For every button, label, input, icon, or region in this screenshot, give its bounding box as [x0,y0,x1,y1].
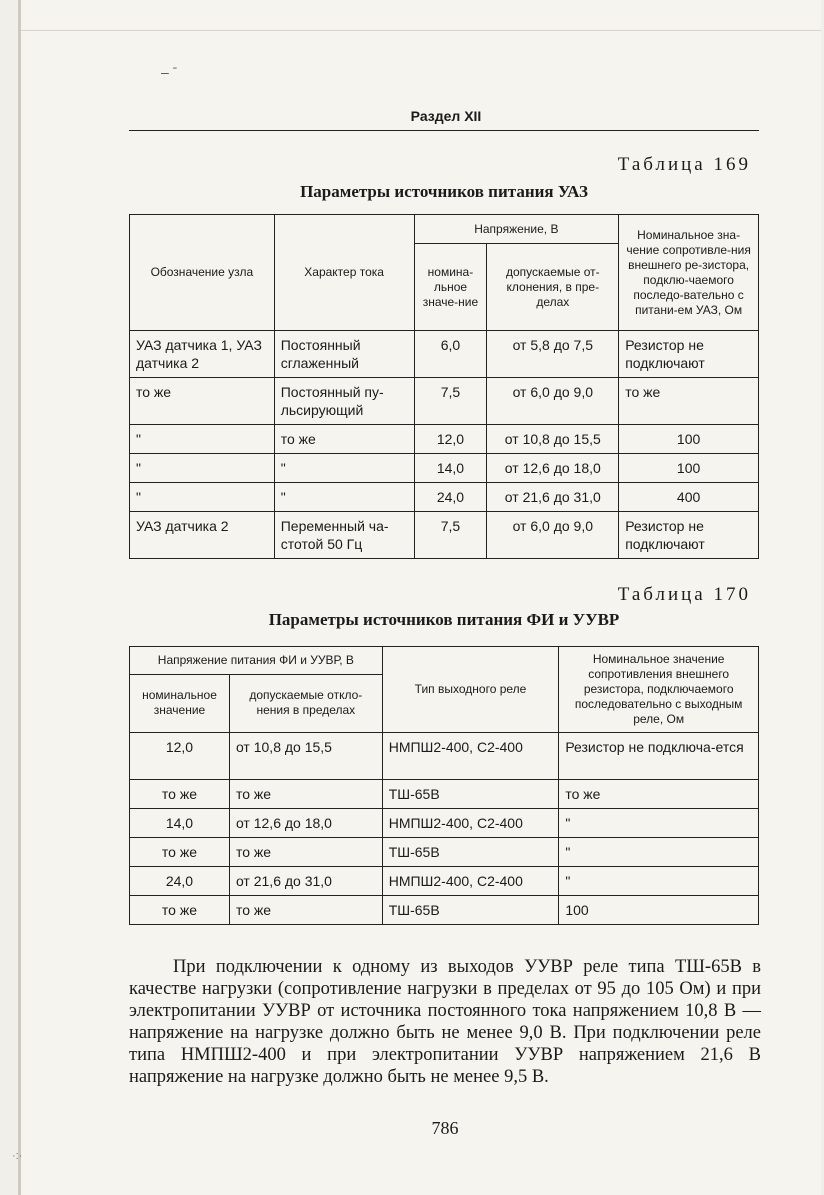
cell-nominal: 7,5 [414,378,487,425]
header-resistance: Номинальное зна-чение сопротивле-ния внешнего ре-зистора, подклю-чаемого последо-вательно с питани-ем УАЗ, Ом [619,215,759,331]
header-voltage: Напряжение питания ФИ и УУВР, В [130,647,383,675]
table-169-header-row-1 [130,215,759,244]
header-resistance: Номинальное значение сопротивления внешнего резистора, подключаемого последовательно с выходным реле, Ом [559,647,759,733]
cell-tolerance: от 21,6 до 31,0 [229,867,382,896]
cell-resistance: " [559,838,759,867]
cell-nominal: то же [130,780,230,809]
table-169 [129,214,759,559]
cell-resistance: 400 [619,483,759,512]
cell-resistance: " [559,809,759,838]
table-row [130,780,759,809]
page-number: 786 [431,1118,459,1138]
header-relay: Тип выходного реле [382,647,559,733]
cell-resistance: 100 [559,896,759,925]
cell-tolerance: от 6,0 до 9,0 [487,378,619,425]
header-current: Характер тока [274,215,414,331]
table-row [130,512,759,559]
cell-current: то же [274,425,414,454]
cell-relay: НМПШ2-400, С2-400 [382,733,559,780]
cell-nominal: 24,0 [130,867,230,896]
cell-current: " [274,454,414,483]
header-nominal: номинальное значение [130,674,230,732]
cell-nominal: то же [130,896,230,925]
cell-nominal: 14,0 [414,454,487,483]
cell-nominal: 12,0 [414,425,487,454]
cell-tolerance: от 6,0 до 9,0 [487,512,619,559]
cell-resistance: 100 [619,425,759,454]
print-smudge: – ˉ [161,64,178,80]
table-170-title: Параметры источников питания ФИ и УУВР [268,610,620,629]
table-170-header-row-1 [130,647,759,675]
section-header: Раздел XII [410,108,482,124]
cell-nominal: то же [130,838,230,867]
scan-edge-mark: ·:· [12,1150,23,1162]
cell-tolerance: то же [229,780,382,809]
table-row [130,838,759,867]
page-top-edge [21,30,821,31]
cell-nominal: 24,0 [414,483,487,512]
cell-tolerance: от 12,6 до 18,0 [487,454,619,483]
cell-nominal: 7,5 [414,512,487,559]
cell-node: то же [130,378,275,425]
header-nominal: номина-льное значе-ние [414,244,487,331]
cell-node: " [130,425,275,454]
table-170 [129,646,759,925]
table-row [130,483,759,512]
cell-resistance: 100 [619,454,759,483]
table-row [130,378,759,425]
cell-nominal: 12,0 [130,733,230,780]
cell-tolerance: то же [229,838,382,867]
table-169-caption: Таблица 169 [617,154,751,175]
cell-current: Постоянный пу-льсирующий [274,378,414,425]
cell-node: " [130,454,275,483]
cell-tolerance: от 10,8 до 15,5 [229,733,382,780]
cell-resistance: Резистор не подключают [619,331,759,378]
header-rule [129,130,759,131]
header-tolerance: допускаемые от-клонения, в пре-делах [487,244,619,331]
cell-current: Переменный ча-стотой 50 Гц [274,512,414,559]
header-tolerance: допускаемые откло-нения в пределах [229,674,382,732]
cell-tolerance: от 12,6 до 18,0 [229,809,382,838]
cell-relay: ТШ-65В [382,780,559,809]
header-voltage: Напряжение, В [414,215,619,244]
cell-resistance: то же [619,378,759,425]
cell-tolerance: от 10,8 до 15,5 [487,425,619,454]
cell-nominal: 14,0 [130,809,230,838]
table-170-caption: Таблица 170 [617,584,751,605]
header-node: Обозначение узла [130,215,275,331]
book-page [18,0,821,1195]
cell-relay: НМПШ2-400, С2-400 [382,809,559,838]
table-row [130,867,759,896]
cell-resistance: Резистор не подключа-ется [559,733,759,780]
table-row [130,425,759,454]
cell-node: УАЗ датчика 2 [130,512,275,559]
cell-node: УАЗ датчика 1, УАЗ датчика 2 [130,331,275,378]
cell-relay: ТШ-65В [382,896,559,925]
cell-relay: НМПШ2-400, С2-400 [382,867,559,896]
cell-node: " [130,483,275,512]
table-row [130,809,759,838]
cell-resistance: " [559,867,759,896]
paragraph-text: При подключении к одному из выходов УУВР реле типа ТШ-65В в качестве нагрузки (сопротивление нагрузки в пределах от 95 до 105 Ом) и при электропитании УУВР от источника постоянного тока напряжением 10,8 В — напряжение на нагрузке должно быть не менее 9,0 В. При подключении реле типа НМПШ2-400 и при электропитании УУВР напряжением 21,6 В напряжение на нагрузке должно быть не менее 9,5 В. [129,957,761,1087]
table-row [130,454,759,483]
cell-resistance: то же [559,780,759,809]
cell-relay: ТШ-65В [382,838,559,867]
cell-tolerance: от 21,6 до 31,0 [487,483,619,512]
table-row [130,331,759,378]
table-169-title: Параметры источников питания УАЗ [300,182,588,201]
cell-tolerance: от 5,8 до 7,5 [487,331,619,378]
cell-current: Постоянный сглаженный [274,331,414,378]
cell-current: " [274,483,414,512]
cell-nominal: 6,0 [414,331,487,378]
body-paragraph [129,956,761,1088]
table-row [130,733,759,780]
cell-resistance: Резистор не подключают [619,512,759,559]
cell-tolerance: то же [229,896,382,925]
table-row [130,896,759,925]
